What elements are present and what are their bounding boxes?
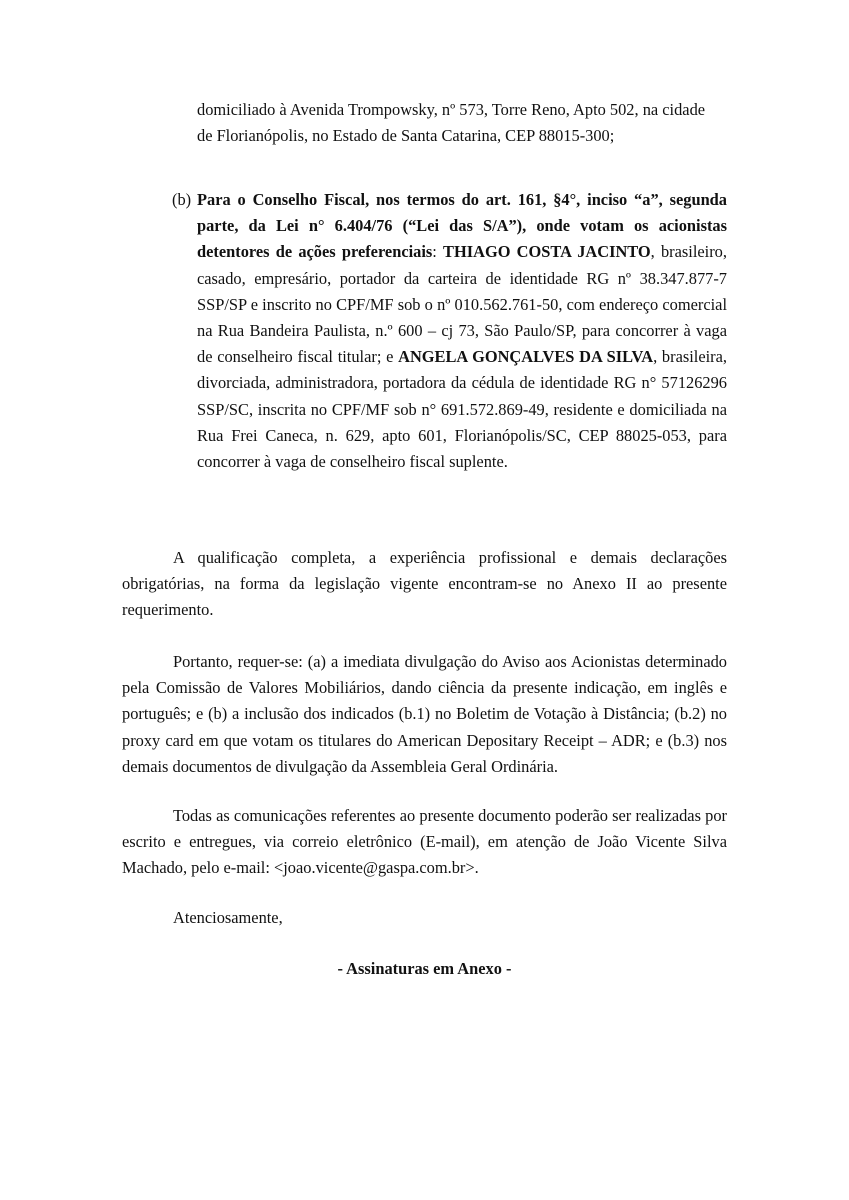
- request-paragraph: [122, 649, 727, 780]
- qualification-paragraph: [122, 545, 727, 624]
- qualification-text: A qualificação completa, a experiência profissional e demais declarações obrigatórias, na forma da legislação vigente encontram-se no Anexo II ao presente requerimento.: [122, 548, 727, 620]
- nominee-1-name: THIAGO COSTA JACINTO: [443, 242, 651, 262]
- closing: [122, 905, 727, 931]
- item-b-label: (b): [172, 190, 192, 209]
- item-b-colon: :: [432, 242, 444, 262]
- item-b-paragraph: [197, 187, 727, 475]
- communications-paragraph: [122, 803, 727, 882]
- nominee-1-details: , brasileiro, casado, empresário, portador da carteira de identidade RG nº 38.347.877-7 SSP/SP e inscrito no CPF/MF sob o nº 010.562.761-50, com endereço comercial na Rua Bandeira Paulista, n.º 600 – cj 73, São Paulo/SP, para concorrer à vaga de conselheiro fiscal titular; e: [197, 242, 727, 367]
- signature-note: - Assinaturas em Anexo -: [337, 959, 512, 978]
- closing-text: Atenciosamente,: [173, 908, 283, 927]
- item-b-text: [197, 187, 727, 475]
- continuation-line-2: de Florianópolis, no Estado de Santa Catarina, CEP 88015-300;: [197, 126, 615, 146]
- nominee-2-name: ANGELA GONÇALVES DA SILVA: [398, 347, 654, 367]
- item-b-heading: Para o Conselho Fiscal, nos termos do art. 161, §4°, inciso “a”, segunda parte, da Lei n° 6.404/76 (“Lei das S/A”), onde votam os acionistas detentores de ações preferenciais: [197, 190, 727, 262]
- continuation-line-1: domiciliado à Avenida Trompowsky, nº 573, Torre Reno, Apto 502, na cidade: [197, 100, 706, 119]
- request-text: Portanto, requer-se: (a) a imediata divulgação do Aviso aos Acionistas determinado pela Comissão de Valores Mobiliários, dando ciência da presente indicação, em inglês e português; e (b) a inclusão dos indicados (b.1) no Boletim de Votação à Distância; (b.2) no proxy card em que votam os titulares do American Depositary Receipt – ADR; e (b.3) nos demais documentos de divulgação da Assembleia Geral Ordinária.: [122, 652, 727, 776]
- nominee-2-details: , brasileira, divorciada, administradora, portadora da cédula de identidade RG n° 57126296 SSP/SC, inscrita no CPF/MF sob n° 691.572.869-49, residente e domiciliada na Rua Frei Caneca, n. 629, apto 601, Florianópolis/SC, CEP 88025-053, para concorrer à vaga de conselheiro fiscal suplente.: [197, 347, 727, 472]
- communications-text: Todas as comunicações referentes ao presente documento poderão ser realizadas por escrito e entregues, via correio eletrônico (E-mail), em atenção de João Vicente Silva Machado, pelo e-mail: <joao.vicente@gaspa.com.br>.: [122, 806, 727, 878]
- address-continuation: [197, 97, 727, 149]
